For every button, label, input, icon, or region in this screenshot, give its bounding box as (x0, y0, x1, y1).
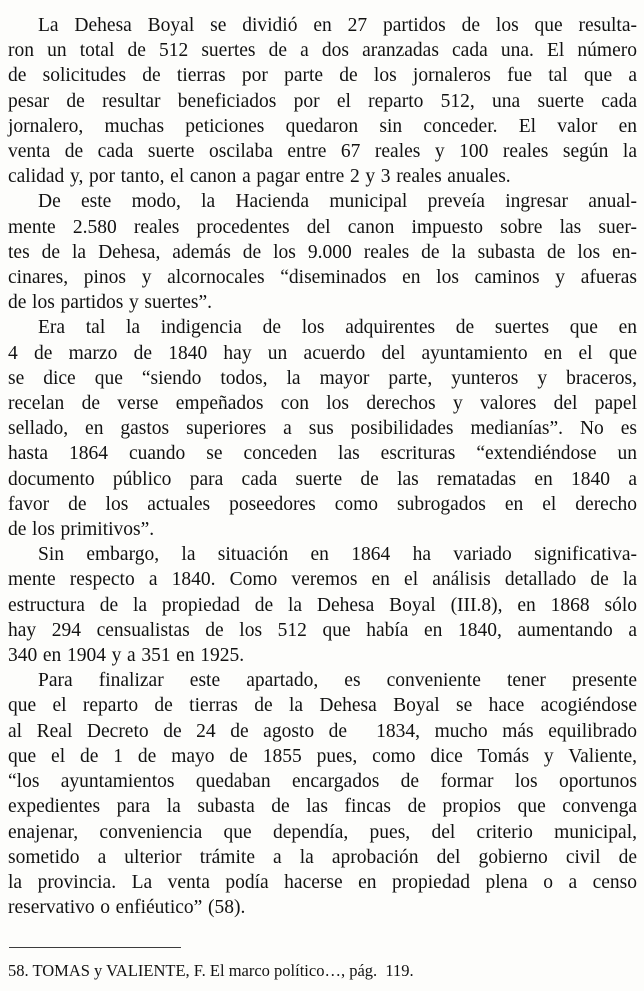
text-line: venta de cada suerte oscilaba entre 67 reales y 100 reales según la (8, 141, 637, 163)
text-line: favor de los actuales poseedores como subrogados en el derecho (8, 493, 637, 515)
text-line: estructura de la propiedad de la Dehesa Boyal (III.8), en 1868 sólo (8, 594, 637, 616)
text-line: “los ayuntamientos quedaban encargados de formar los oportunos (8, 771, 637, 793)
text-line: recelan de verse empeñados con los derechos y valores del papel (8, 393, 637, 415)
text-line: pesar de resultar beneficiados por el reparto 512, una suerte cada (8, 90, 637, 112)
paragraph (8, 542, 637, 668)
text-line: 4 de marzo de 1840 hay un acuerdo del ayuntamiento en el que (8, 342, 637, 364)
text-line: mente respecto a 1840. Como veremos en el análisis detallado de la (8, 569, 637, 591)
text-line: cinares, pinos y alcornocales “diseminados en los caminos y afueras (8, 267, 637, 289)
footnote-separator-rule (9, 947, 181, 948)
text-line: calidad y, por tanto, el canon a pagar entre 2 y 3 reales anuales. (8, 166, 511, 188)
text-line: sometido a ulterior trámite a la aprobación del gobierno civil de (8, 846, 637, 868)
text-line: tes de la Dehesa, además de los 9.000 reales de la subasta de los en- (8, 241, 637, 263)
text-line: Para finalizar este apartado, es conveniente tener presente (38, 670, 637, 692)
text-line: jornalero, muchas peticiones quedaron sin conceder. El valor en (8, 115, 637, 137)
footnote-area (8, 947, 637, 981)
text-line: La Dehesa Boyal se dividió en 27 partidos de los que resulta- (38, 15, 637, 36)
text-line: enajenar, conveniencia que dependía, pues, del criterio municipal, (8, 821, 637, 843)
text-line: Sin embargo, la situación en 1864 ha variado significativa- (38, 544, 637, 566)
text-line: mente 2.580 reales procedentes del canon impuesto sobre las suer- (8, 216, 637, 238)
paragraph (8, 668, 637, 920)
text-line: de los primitivos”. (8, 519, 155, 541)
text-line: se dice que “siendo todos, la mayor parte, yunteros y braceros, (8, 367, 637, 389)
text-line: de los partidos y suertes”. (8, 292, 213, 314)
paragraph (8, 189, 637, 315)
text-line: la provincia. La venta podía hacerse en propiedad plena o a censo (8, 871, 637, 893)
body-text (8, 13, 637, 920)
text-line: reservativo o enfiéutico” (58). (8, 897, 246, 919)
footnote-text: 58. TOMAS y VALIENTE, F. El marco político…, pág. 119. (8, 961, 414, 981)
text-line: hay 294 censualistas de los 512 que había en 1840, aumentando a (8, 619, 637, 641)
text-line: al Real Decreto de 24 de agosto de 1834, mucho más equilibrado (8, 720, 637, 742)
text-line: expedientes para la subasta de las fincas de propios que convenga (8, 796, 637, 818)
paragraph (8, 13, 637, 189)
text-line: sellado, en gastos superiores a sus posibilidades medianías”. No es (8, 418, 637, 440)
text-line: Era tal la indigencia de los adquirentes de suertes que en (38, 317, 637, 339)
text-line: 340 en 1904 y a 351 en 1925. (8, 645, 245, 667)
text-line: ron un total de 512 suertes de a dos aranzadas cada una. El número (8, 40, 637, 62)
text-line: documento público para cada suerte de las rematadas en 1840 a (8, 468, 637, 490)
text-line: De este modo, la Hacienda municipal preveía ingresar anual- (38, 191, 637, 213)
text-line: hasta 1864 cuando se conceden las escrituras “extendiéndose un (8, 443, 637, 465)
text-line: que el reparto de tierras de la Dehesa Boyal se hace acogiéndose (8, 695, 637, 717)
paragraph (8, 315, 637, 542)
text-line: de solicitudes de tierras por parte de los jornaleros fue tal que a (8, 65, 637, 87)
text-line: que el de 1 de mayo de 1855 pues, como dice Tomás y Valiente, (8, 745, 637, 767)
